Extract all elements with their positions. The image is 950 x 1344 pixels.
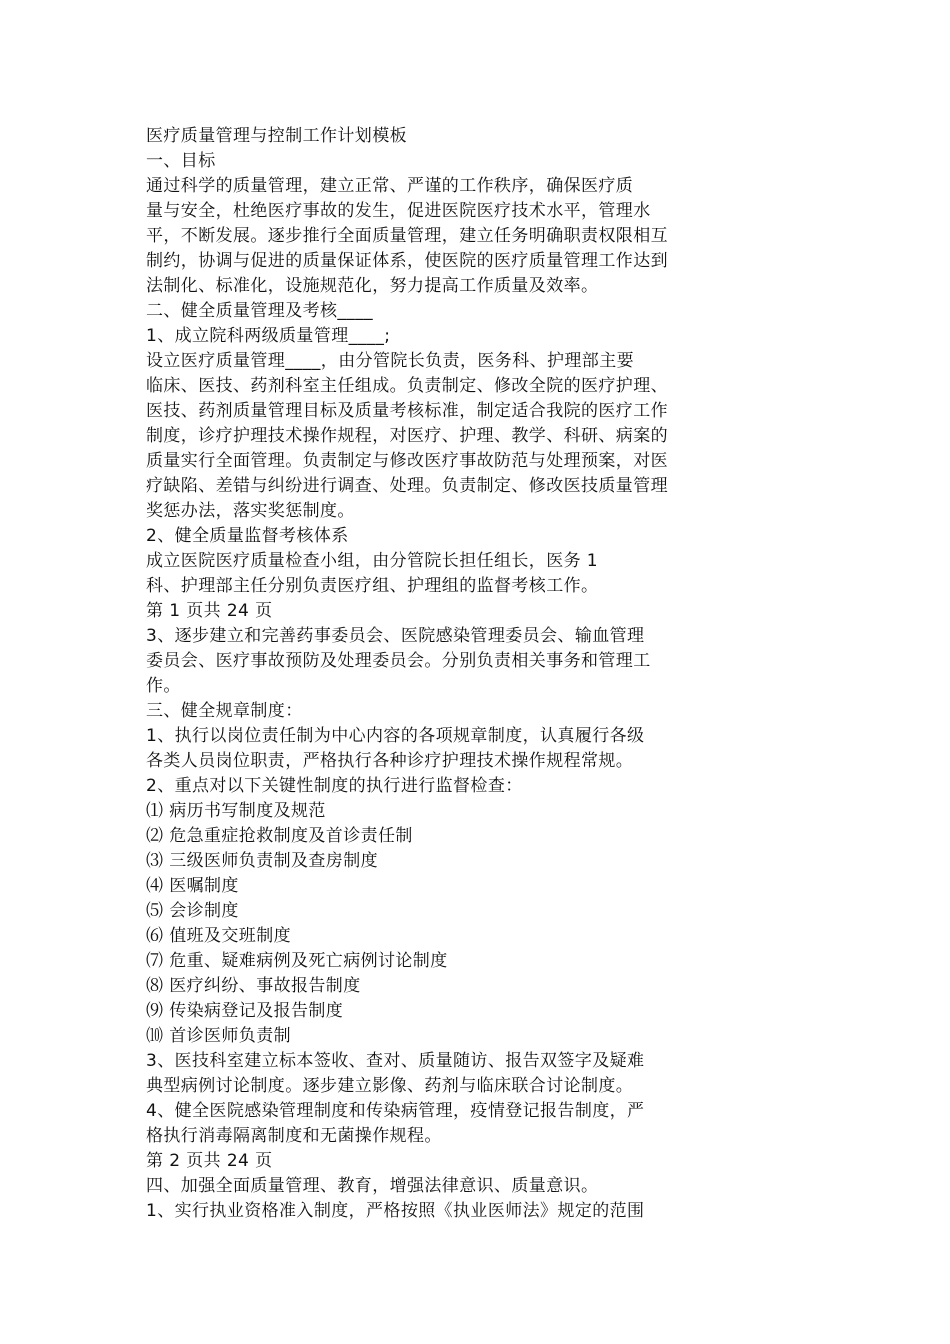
- paragraph-line: 制约，协调与促进的质量保证体系，使医院的医疗质量管理工作达到: [146, 251, 668, 271]
- page-number-footer: 第 2 页共 24 页: [146, 1151, 273, 1171]
- list-item: ⑼ 传染病登记及报告制度: [146, 1001, 344, 1021]
- paragraph-line: 医技、药剂质量管理目标及质量考核标准，制定适合我院的医疗工作: [146, 401, 668, 421]
- paragraph-line: 委员会、医疗事故预防及处理委员会。分别负责相关事务和管理工: [146, 651, 651, 671]
- list-item: ⑽ 首诊医师负责制: [146, 1026, 292, 1046]
- paragraph-line: 制度，诊疗护理技术操作规程，对医疗、护理、教学、科研、病案的: [146, 426, 668, 446]
- paragraph-line: 3、逐步建立和完善药事委员会、医院感染管理委员会、输血管理: [146, 626, 645, 646]
- paragraph-line: 平，不断发展。逐步推行全面质量管理，建立任务明确职责权限相互: [146, 226, 668, 246]
- paragraph-line: 设立医疗质量管理____，由分管院长负责，医务科、护理部主要: [146, 351, 634, 371]
- paragraph-line: 奖惩办法，落实奖惩制度。: [146, 501, 355, 521]
- paragraph-line: 成立医院医疗质量检查小组，由分管院长担任组长，医务 1: [146, 551, 599, 571]
- paragraph-line: 3、医技科室建立标本签收、查对、质量随访、报告双签字及疑难: [146, 1051, 645, 1071]
- paragraph-line: 各类人员岗位职责，严格执行各种诊疗护理技术操作规程常规。: [146, 751, 634, 771]
- paragraph-line: 量与安全，杜绝医疗事故的发生，促进医院医疗技术水平，管理水: [146, 201, 651, 221]
- list-item: ⑺ 危重、疑难病例及死亡病例讨论制度: [146, 951, 448, 971]
- list-item: ⑴ 病历书写制度及规范: [146, 801, 326, 821]
- paragraph-line: 4、健全医院感染管理制度和传染病管理，疫情登记报告制度，严: [146, 1101, 645, 1121]
- document-page: [146, 124, 726, 1224]
- paragraph-line: 通过科学的质量管理，建立正常、严谨的工作秩序，确保医疗质: [146, 176, 634, 196]
- paragraph-line: 质量实行全面管理。负责制定与修改医疗事故防范与处理预案，对医: [146, 451, 668, 471]
- document-title: 医疗质量管理与控制工作计划模板: [146, 126, 407, 146]
- section-heading: 四、加强全面质量管理、教育，增强法律意识、质量意识。: [146, 1176, 599, 1196]
- list-item: ⑻ 医疗纠纷、事故报告制度: [146, 976, 361, 996]
- paragraph-line: 临床、医技、药剂科室主任组成。负责制定、修改全院的医疗护理、: [146, 376, 668, 396]
- paragraph-line: 格执行消毒隔离制度和无菌操作规程。: [146, 1126, 442, 1146]
- section-heading: 二、健全质量管理及考核____: [146, 301, 373, 321]
- subsection-heading: 1、成立院科两级质量管理____;: [146, 326, 391, 346]
- list-item: ⑸ 会诊制度: [146, 901, 239, 921]
- section-heading: 一、目标: [146, 151, 216, 171]
- list-item: ⑹ 值班及交班制度: [146, 926, 292, 946]
- paragraph-line: 1、执行以岗位责任制为中心内容的各项规章制度，认真履行各级: [146, 726, 645, 746]
- paragraph-line: 科、护理部主任分别负责医疗组、护理组的监督考核工作。: [146, 576, 599, 596]
- list-item: ⑷ 医嘱制度: [146, 876, 239, 896]
- list-item: ⑵ 危急重症抢救制度及首诊责任制: [146, 826, 413, 846]
- list-item: ⑶ 三级医师负责制及查房制度: [146, 851, 379, 871]
- paragraph-line: 典型病例讨论制度。逐步建立影像、药剂与临床联合讨论制度。: [146, 1076, 634, 1096]
- paragraph-line: 1、实行执业资格准入制度，严格按照《执业医师法》规定的范围: [146, 1201, 645, 1221]
- paragraph-line: 法制化、标准化，设施规范化，努力提高工作质量及效率。: [146, 276, 599, 296]
- paragraph-line: 疗缺陷、差错与纠纷进行调查、处理。负责制定、修改医技质量管理: [146, 476, 668, 496]
- paragraph-line: 作。: [146, 676, 181, 696]
- page-number-footer: 第 1 页共 24 页: [146, 601, 273, 621]
- section-heading: 三、健全规章制度：: [146, 701, 303, 721]
- subsection-heading: 2、健全质量监督考核体系: [146, 526, 349, 546]
- paragraph-line: 2、重点对以下关键性制度的执行进行监督检查：: [146, 776, 523, 796]
